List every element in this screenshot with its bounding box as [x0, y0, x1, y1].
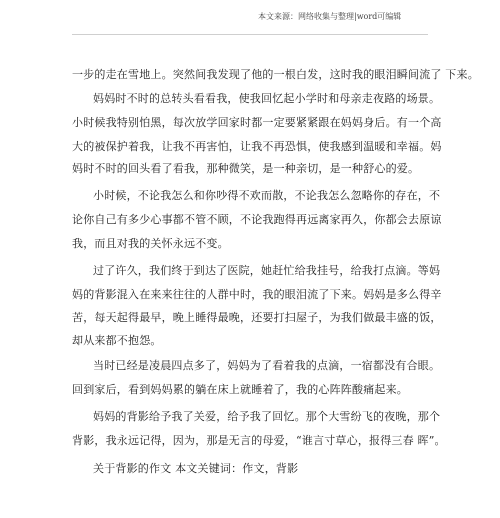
- paragraph-line: 当时已经是凌晨四点多了，妈妈为了看着我的点滴，一宿都没有合眼。: [93, 359, 441, 372]
- paragraph-line: 妈妈的背影给予我了关爱，给予我了回忆。那个大雪纷飞的夜晚，那个: [93, 410, 441, 423]
- paragraph-line: 一步的走在雪地上。突然间我发现了他的一根白发，这时我的眼泪瞬间流了 下来。: [72, 68, 479, 81]
- paragraph-line: 妈的背影混入在来来往往的人群中时，我的眼泪流了下来。妈妈是多么得辛: [72, 288, 442, 301]
- paragraph-line: 妈妈时不时的总转头看看我，使我回忆起小学时和母亲走夜路的场景。: [93, 92, 441, 105]
- paragraph-line: 小时候我特别怕黑，每次放学回家时都一定要紧紧跟在妈妈身后。有一个高: [72, 116, 442, 129]
- paragraph-line: 妈时不时的回头看了看我，那种微笑，是一种亲切，是一种舒心的爱。: [72, 162, 420, 175]
- paragraph-line: 论你自己有多少心事都不管不顾，不论我跑得再远离家再久，你都会去原谅: [72, 213, 442, 226]
- paragraph-line: 过了许久，我们终于到达了医院，她赶忙给我挂号，给我打点滴。等妈: [93, 264, 441, 277]
- header-divider: [72, 34, 428, 35]
- keywords-line: 关于背影的作文 本文关键词：作文，背影: [93, 462, 299, 475]
- paragraph-line: 苦，每天起得最早，晚上睡得最晚，还要打扫屋子，为我们做最丰盛的饭，: [72, 311, 442, 324]
- paragraph-line: 我，而且对我的关怀永远不变。: [72, 237, 229, 250]
- paragraph-line: 小时候，不论我怎么和你吵得不欢而散，不论我怎么忽略你的存在，不: [93, 189, 441, 202]
- source-note: 本文来源：网络收集与整理|word可编辑: [258, 12, 402, 21]
- paragraph-line: 背影，我永远记得，因为，那是无言的母爱，“谁言寸草心，报得三春 晖”。: [72, 434, 446, 447]
- paragraph-line: 却从来都不抱怨。: [72, 334, 162, 347]
- paragraph-line: 大的被保护着我，让我不再害怕，让我不再恐惧，使我感到温暖和幸福。妈: [72, 140, 442, 153]
- paragraph-line: 回到家后，看到妈妈累的躺在床上就睡着了，我的心阵阵酸痛起来。: [72, 383, 408, 396]
